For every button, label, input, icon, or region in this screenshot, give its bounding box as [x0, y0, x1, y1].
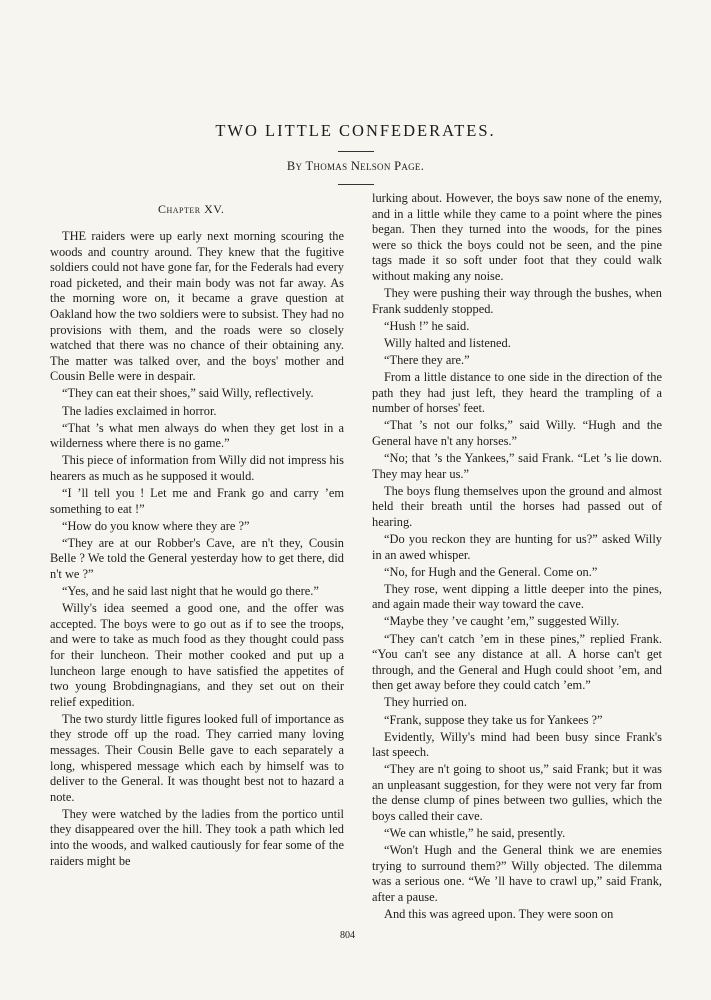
paragraph: They were pushing their way through the bushes, when Frank suddenly stopped.: [372, 286, 662, 316]
paragraph: “Frank, suppose they take us for Yankees ?”: [384, 712, 603, 727]
paragraph: “No; that ’s the Yankees,” said Frank. “Let ’s lie down. They may hear us.”: [372, 451, 662, 481]
paragraph: “They are at our Robber's Cave, are n't they, Cousin Belle ? We told the General yesterday how to get there, did n't we ?”: [50, 535, 344, 581]
paragraph: “How do you know where they are ?”: [62, 518, 250, 533]
left-column: [50, 229, 344, 871]
paragraph: This piece of information from Willy did not impress his hearers as much as he supposed it would.: [50, 453, 344, 483]
paragraph: “They are n't going to shoot us,” said Frank; but it was an unpleasant suggestion, for they were not very far from the dense clump of pines between two gullies, which the boys called their cave.: [372, 762, 662, 824]
story-title: TWO LITTLE CONFEDERATES.: [215, 121, 496, 140]
page-number: 804: [340, 930, 355, 941]
right-column: [372, 191, 662, 924]
paragraph: “Won't Hugh and the General think we are enemies trying to surround them?” Willy objected. The dilemma was a serious one. “We ’ll have to crawl up,” said Frank, after a pause.: [372, 843, 662, 905]
paragraph: “No, for Hugh and the General. Come on.”: [384, 564, 598, 579]
paragraph: “They can eat their shoes,” said Willy, reflectively.: [62, 386, 314, 401]
paragraph: “Maybe they ’ve caught ’em,” suggested Willy.: [384, 614, 620, 629]
paragraph: The ladies exclaimed in horror.: [62, 403, 217, 418]
paragraph: “That ’s not our folks,” said Willy. “Hugh and the General have n't any horses.”: [372, 418, 662, 448]
chapter-heading: Chapter XV.: [158, 202, 225, 216]
byline-rule: [338, 184, 374, 185]
paragraph: They hurried on.: [384, 695, 467, 710]
author-byline: By Thomas Nelson Page.: [286, 159, 425, 173]
paragraph: They were watched by the ladies from the portico until they disappeared over the hill. They took a path which led into the woods, and walked cautiously for fear some of the raiders might be: [50, 806, 344, 868]
paragraph: Willy halted and listened.: [384, 335, 511, 350]
paragraph: And this was agreed upon. They were soon on: [384, 907, 614, 922]
paragraph: “Hush !” he said.: [384, 318, 470, 333]
paragraph: “Yes, and he said last night that he would go there.”: [62, 584, 319, 599]
paragraph: “Do you reckon they are hunting for us?” asked Willy in an awed whisper.: [372, 531, 662, 562]
paragraph: Willy's idea seemed a good one, and the offer was accepted. The boys were to go out as if to see the troops, and were to take as much food as they thought could pass for their luncheon. Their mother cooked and put up a luncheon large enough to have satisfied the appetites of two young Brobdingnagians, and they set out on their relief expedition.: [50, 601, 344, 709]
paragraph: Evidently, Willy's mind had been busy since Frank's last speech.: [372, 729, 662, 760]
paragraph: They rose, went dipping a little deeper into the pines, and again made their way toward the cave.: [372, 581, 662, 612]
paragraph: The boys flung themselves upon the ground and almost held their breath until the horses had passed out of hearing.: [372, 483, 662, 529]
paragraph: lurking about. However, the boys saw none of the enemy, and in a little while they came to a point where the pines began. Then they turned into the woods, for the pines were so thick the boys could not be seen, and the pine tags made it so soft under foot that they could walk without making any noise.: [372, 191, 662, 283]
paragraph: “That ’s what men always do when they get lost in a wilderness where there is no game.”: [50, 420, 344, 451]
paragraph: THE raiders were up early next morning scouring the woods and country around. They knew that the fugitive soldiers could not have gone far, for the Federals had every road picketed, and their main body was not far away. As the morning wore on, it became a grave question at Oakland how the two soldiers were to subsist. They had no provisions with them, and the roads were so closely watched that there was no chance of their obtaining any. The matter was talked over, and the boys' mother and Cousin Belle were in despair.: [50, 229, 344, 384]
paragraph: “I ’ll tell you ! Let me and Frank go and carry ’em something to eat !”: [50, 486, 344, 516]
title-rule: [338, 151, 374, 152]
paragraph: “There they are.”: [384, 352, 470, 367]
paragraph: “We can whistle,” he said, presently.: [384, 826, 566, 841]
paragraph: From a little distance to one side in the direction of the path they had just left, they heard the trampling of a number of horses' feet.: [372, 370, 662, 416]
paragraph: “They can't catch ’em in these pines,” replied Frank. “You can't see any distance at all. A horse can't get through, and the General and Hugh could shoot ’em, and then get away before they could catch ’em.”: [372, 631, 662, 693]
paragraph: The two sturdy little figures looked full of importance as they strode off up the road. They carried many loving messages. Their Cousin Belle gave to each separately a long, whispered message which each by himself was to deliver to the General. It was thought best not to hazard a note.: [50, 711, 344, 804]
